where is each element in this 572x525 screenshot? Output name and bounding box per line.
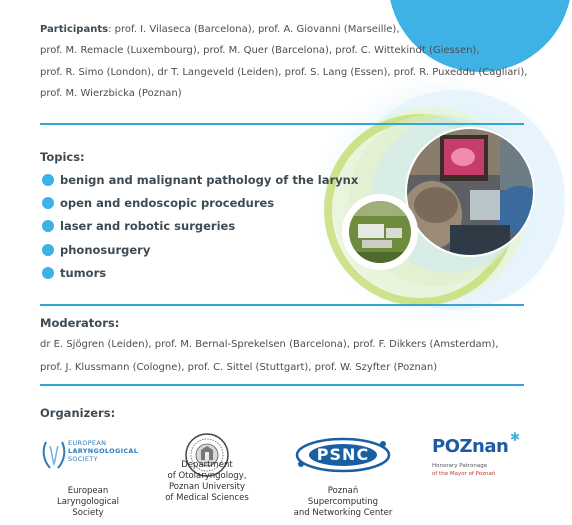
star-icon: ✱ bbox=[510, 430, 521, 444]
bullet-icon bbox=[42, 244, 54, 256]
psnc-logo: PSNC bbox=[295, 436, 391, 474]
participants-line-2: prof. M. Remacle (Luxembourg), prof. M. Quer (Barcelona), prof. C. Wittekindt (Giessen), bbox=[40, 45, 480, 56]
participants-line-4: prof. M. Wierzbicka (Poznan) bbox=[40, 88, 182, 99]
divider-3 bbox=[40, 384, 524, 386]
topic-item: benign and malignant pathology of the larynx bbox=[42, 172, 358, 188]
larynx-icon bbox=[40, 438, 68, 470]
participants-label: Participants bbox=[40, 24, 109, 35]
divider-1 bbox=[40, 123, 524, 125]
participants-line-3: prof. R. Simo (London), dr T. Langeveld (Leiden), prof. S. Lang (Essen), prof. R. Puxeddu (Cagliari), bbox=[40, 67, 528, 78]
poznan-logo: POZnan ✱ Honorary Patronage of the Mayor of Poznań bbox=[432, 430, 521, 477]
topics-heading: Topics: bbox=[40, 150, 85, 164]
topic-item: open and endoscopic procedures bbox=[42, 195, 274, 211]
topic-item: laser and robotic surgeries bbox=[42, 218, 235, 234]
topic-item: phonosurgery bbox=[42, 242, 150, 258]
organizers-heading: Organizers: bbox=[40, 406, 116, 420]
els-logo: EUROPEAN LARYNGOLOGICAL SOCIETY bbox=[40, 436, 140, 470]
bullet-icon bbox=[42, 220, 54, 232]
topic-item: tumors bbox=[42, 265, 106, 281]
moderators-line-2: prof. J. Klussmann (Cologne), prof. C. Sittel (Stuttgart), prof. W. Szyfter (Poznan) bbox=[40, 362, 438, 373]
bullet-icon bbox=[42, 174, 54, 186]
psnc-name: Poznań Supercomputing and Networking Center bbox=[293, 486, 393, 518]
moderators-heading: Moderators: bbox=[40, 316, 120, 330]
university-name: Department of Otolaryngology, Poznan University of Medical Sciences bbox=[165, 460, 249, 503]
bullet-icon bbox=[42, 197, 54, 209]
els-name: European Laryngological Society bbox=[56, 486, 119, 518]
moderators-line-1: dr E. Sjögren (Leiden), prof. M. Bernal-Sprekelsen (Barcelona), prof. F. Dikkers (Amsterdam), bbox=[40, 339, 499, 350]
bullet-icon bbox=[42, 267, 54, 279]
divider-2 bbox=[40, 304, 524, 306]
participants-line-1: Participants: prof. I. Vilaseca (Barcelona), prof. A. Giovanni (Marseille), bbox=[40, 24, 400, 35]
